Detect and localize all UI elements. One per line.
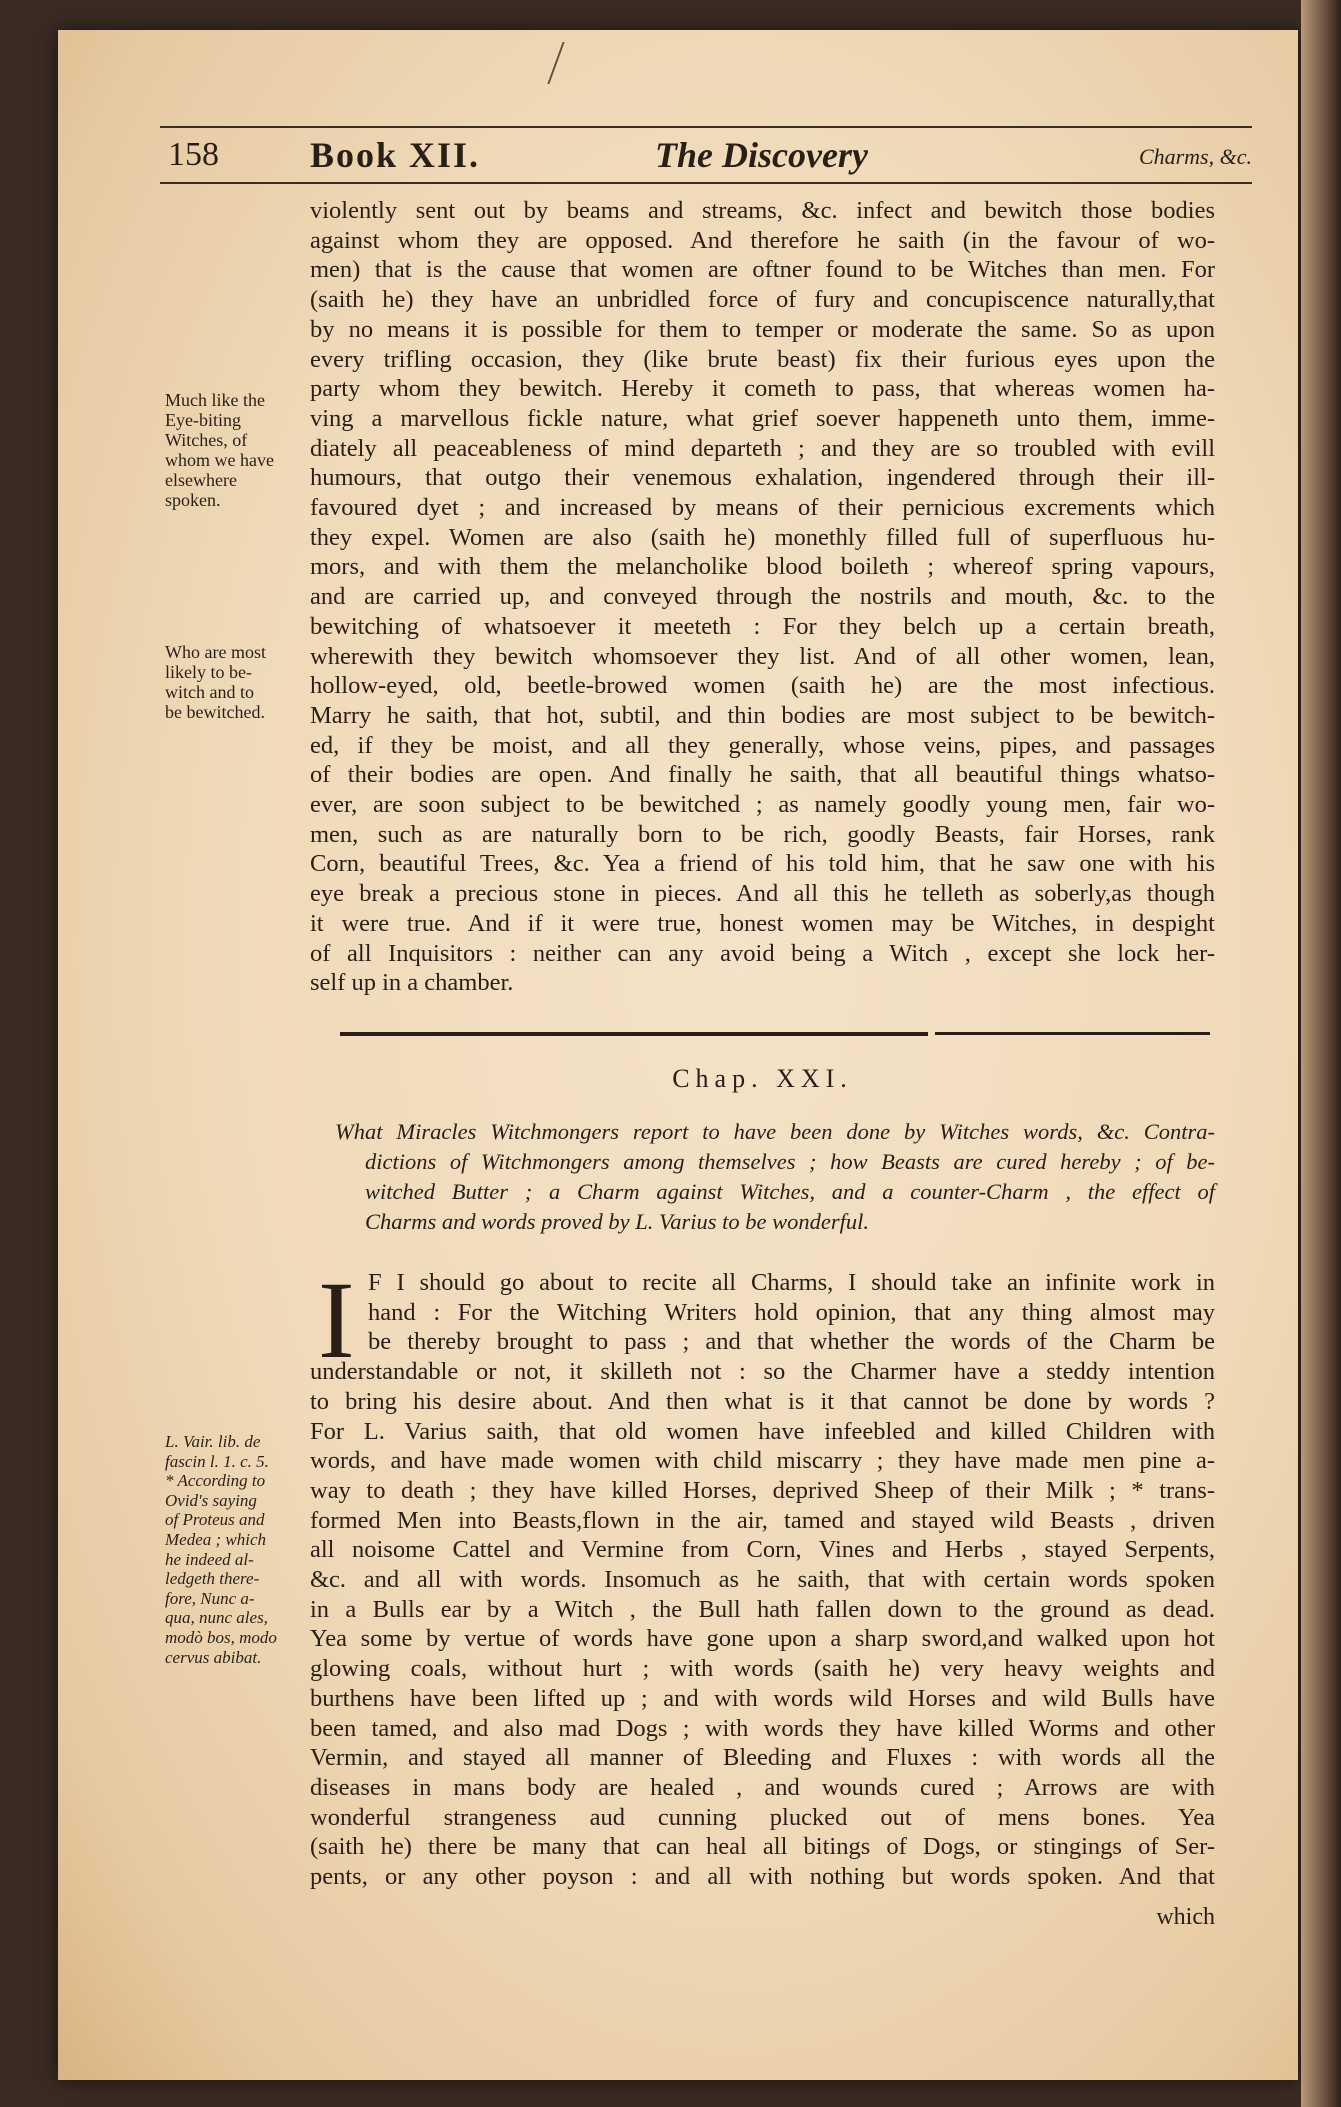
- summary-line: dictions of Witchmongers among themselves ; how Beasts are cured hereby ; of be-: [365, 1149, 1215, 1174]
- section-divider: [340, 1032, 1210, 1038]
- text-line: self up in a chamber.: [310, 969, 514, 997]
- text-line: all noisome Cattel and Vermine from Corn, Vines and Herbs , stayed Serpents,: [310, 1536, 1215, 1564]
- margin-line: Ovid's saying: [165, 1490, 257, 1510]
- margin-note-varius: [165, 1432, 305, 1667]
- text-line: been tamed, and also mad Dogs ; with words they have killed Worms and other: [310, 1714, 1215, 1742]
- margin-line: witch and to: [165, 682, 254, 702]
- margin-line: spoken.: [165, 490, 221, 510]
- margin-line: qua, nunc ales,: [165, 1608, 268, 1628]
- margin-line: he indeed al-: [165, 1549, 254, 1569]
- text-line: it were true. And if it were true, honest women may be Witches, in despight: [310, 909, 1215, 937]
- margin-note-most-likely: [165, 642, 305, 722]
- text-line: (saith he) they have an unbridled force of fury and concupiscence naturally,that: [310, 286, 1215, 314]
- text-line: party whom they bewitch. Hereby it cometh to pass, that whereas women ha-: [310, 375, 1215, 403]
- divider-rule-left: [340, 1032, 928, 1036]
- text-line: burthens have been lifted up ; and with words wild Horses and wild Bulls have: [310, 1684, 1215, 1712]
- text-line: understandable or not, it skilleth not : so the Charmer have a steddy intention: [310, 1358, 1215, 1386]
- running-header: [160, 126, 1252, 184]
- text-line: they expel. Women are also (saith he) monethly filled full of superfluous hu-: [310, 523, 1215, 551]
- text-line: eye break a precious stone in pieces. And all this he telleth as soberly,as though: [310, 880, 1215, 908]
- text-line: every trifling occasion, they (like brute beast) fix their furious eyes upon the: [310, 345, 1215, 373]
- text-line: in a Bulls ear by a Witch , the Bull hath fallen down to the ground as dead.: [310, 1595, 1215, 1623]
- text-line: of all Inquisitors : neither can any avoid being a Witch , except she lock her-: [310, 939, 1215, 967]
- text-line: (saith he) there be many that can heal all bitings of Dogs, or stingings of Ser-: [310, 1833, 1215, 1861]
- text-line: bewitching of whatsoever it meeteth : For they belch up a certain breath,: [310, 612, 1215, 640]
- text-line: Marry he saith, that hot, subtil, and thin bodies are most subject to be bewitch-: [310, 701, 1215, 729]
- paragraph-1: [310, 196, 1215, 998]
- text-line: formed Men into Beasts,flown in the air, tamed and stayed wild Beasts , driven: [310, 1506, 1215, 1534]
- running-title: The Discovery: [655, 135, 868, 175]
- text-line: way to death ; they have killed Horses, deprived Sheep of their Milk ; * trans-: [310, 1476, 1215, 1504]
- summary-line: Charms and words proved by L. Varius to be wonderful.: [365, 1209, 869, 1234]
- text-line: be thereby brought to pass ; and that whether the words of the Charm be: [368, 1328, 1215, 1356]
- text-line: men, such as are naturally born to be rich, goodly Beasts, fair Horses, rank: [310, 820, 1215, 848]
- header-rule-top: [160, 126, 1252, 128]
- text-line: and are carried up, and conveyed through the nostrils and mouth, &c. to the: [310, 583, 1215, 611]
- margin-line: elsewhere: [165, 470, 237, 490]
- margin-line: * According to: [165, 1471, 266, 1491]
- text-line: hand : For the Witching Writers hold opinion, that any thing almost may: [368, 1298, 1215, 1326]
- divider-rule-right: [935, 1032, 1210, 1035]
- margin-line: be bewitched.: [165, 702, 265, 722]
- margin-line: Much like the: [165, 390, 265, 410]
- text-line: by no means it is possible for them to temper or moderate the same. So as upon: [310, 315, 1215, 343]
- text-line: words, and have made women with child miscarry ; they have made men pine a-: [310, 1447, 1215, 1475]
- text-line: to bring his desire about. And then what is it that cannot be done by words ?: [310, 1387, 1215, 1415]
- section-label: Charms, &c.: [1138, 144, 1252, 169]
- text-line: pents, or any other poyson : and all with nothing but words spoken. And that: [310, 1863, 1215, 1891]
- text-line: &c. and all with words. Insomuch as he saith, that with certain words spoken: [310, 1566, 1215, 1594]
- chapter-summary: [335, 1117, 1215, 1237]
- paragraph-2: [310, 1259, 1215, 1892]
- margin-line: modò bos, modo: [165, 1627, 277, 1647]
- summary-line: witched Butter ; a Charm against Witches, and a counter-Charm , the effect of: [365, 1179, 1215, 1204]
- margin-line: whom we have: [165, 450, 274, 470]
- margin-note-eye-biting: [165, 390, 305, 510]
- text-line: glowing coals, without hurt ; with words (saith he) very heavy weights and: [310, 1655, 1215, 1683]
- text-line: F I should go about to recite all Charms, I should take an infinite work in: [368, 1269, 1215, 1296]
- page-number: 158: [168, 136, 219, 173]
- margin-line: fascin l. 1. c. 5.: [165, 1451, 269, 1471]
- text-line: violently sent out by beams and streams, &c. infect and bewitch those bodies: [310, 197, 1215, 224]
- text-line: favoured dyet ; and increased by means of their pernicious excrements which: [310, 494, 1215, 522]
- text-line: wherewith they bewitch whomsoever they list. And of all other women, lean,: [310, 642, 1215, 670]
- header-rule-bottom: [160, 182, 1252, 184]
- margin-line: Medea ; which: [165, 1529, 267, 1549]
- text-line: For L. Varius saith, that old women have infeebled and killed Children with: [310, 1417, 1215, 1445]
- text-line: of their bodies are open. And finally he saith, that all beautiful things whatso-: [310, 761, 1215, 789]
- chapter-heading: Chap. XXI.: [672, 1064, 853, 1093]
- text-line: diseases in mans body are healed , and wounds cured ; Arrows are with: [310, 1773, 1215, 1801]
- text-line: ving a marvellous fickle nature, what grief soever happeneth unto them, imme-: [310, 404, 1215, 432]
- catchword: which: [1156, 1904, 1215, 1930]
- margin-line: fore, Nunc a-: [165, 1588, 255, 1608]
- text-line: Corn, beautiful Trees, &c. Yea a friend of his told him, that he saw one with his: [310, 850, 1215, 878]
- text-line: ever, are soon subject to be bewitched ; as namely goodly young men, fair wo-: [310, 791, 1215, 819]
- margin-line: Eye-biting: [165, 410, 241, 430]
- text-line: men) that is the cause that women are oftner found to be Witches than men. For: [310, 256, 1215, 284]
- margin-line: ledgeth there-: [165, 1569, 260, 1589]
- drop-cap: I: [318, 1259, 355, 1381]
- book-title: Book XII.: [310, 135, 481, 175]
- summary-line: What Miracles Witchmongers report to have been done by Witches words, &c. Contra-: [335, 1119, 1215, 1144]
- margin-line: L. Vair. lib. de: [165, 1432, 261, 1451]
- page-edge: [1301, 0, 1341, 2107]
- margin-line: cervus abibat.: [165, 1647, 262, 1667]
- text-line: hollow-eyed, old, beetle-browed women (saith he) are the most infectious.: [310, 672, 1215, 700]
- text-line: diately all peaceableness of mind departeth ; and they are so troubled with evill: [310, 434, 1215, 462]
- text-line: wonderful strangeness aud cunning plucked out of mens bones. Yea: [310, 1803, 1215, 1831]
- margin-line: Who are most: [165, 642, 266, 662]
- margin-line: likely to be-: [165, 662, 252, 682]
- text-line: mors, and with them the melancholike blood boileth ; whereof spring vapours,: [310, 553, 1215, 581]
- text-line: against whom they are opposed. And therefore he saith (in the favour of wo-: [310, 226, 1215, 254]
- text-line: humours, that outgo their venemous exhalation, ingendered through their ill-: [310, 464, 1215, 492]
- margin-line: of Proteus and: [165, 1510, 265, 1530]
- margin-line: Witches, of: [165, 430, 248, 450]
- text-line: Vermin, and stayed all manner of Bleeding and Fluxes : with words all the: [310, 1744, 1215, 1772]
- text-line: Yea some by vertue of words have gone upon a sharp sword,and walked upon hot: [310, 1625, 1215, 1653]
- text-line: ed, if they be moist, and all they generally, whose veins, pipes, and passages: [310, 731, 1215, 759]
